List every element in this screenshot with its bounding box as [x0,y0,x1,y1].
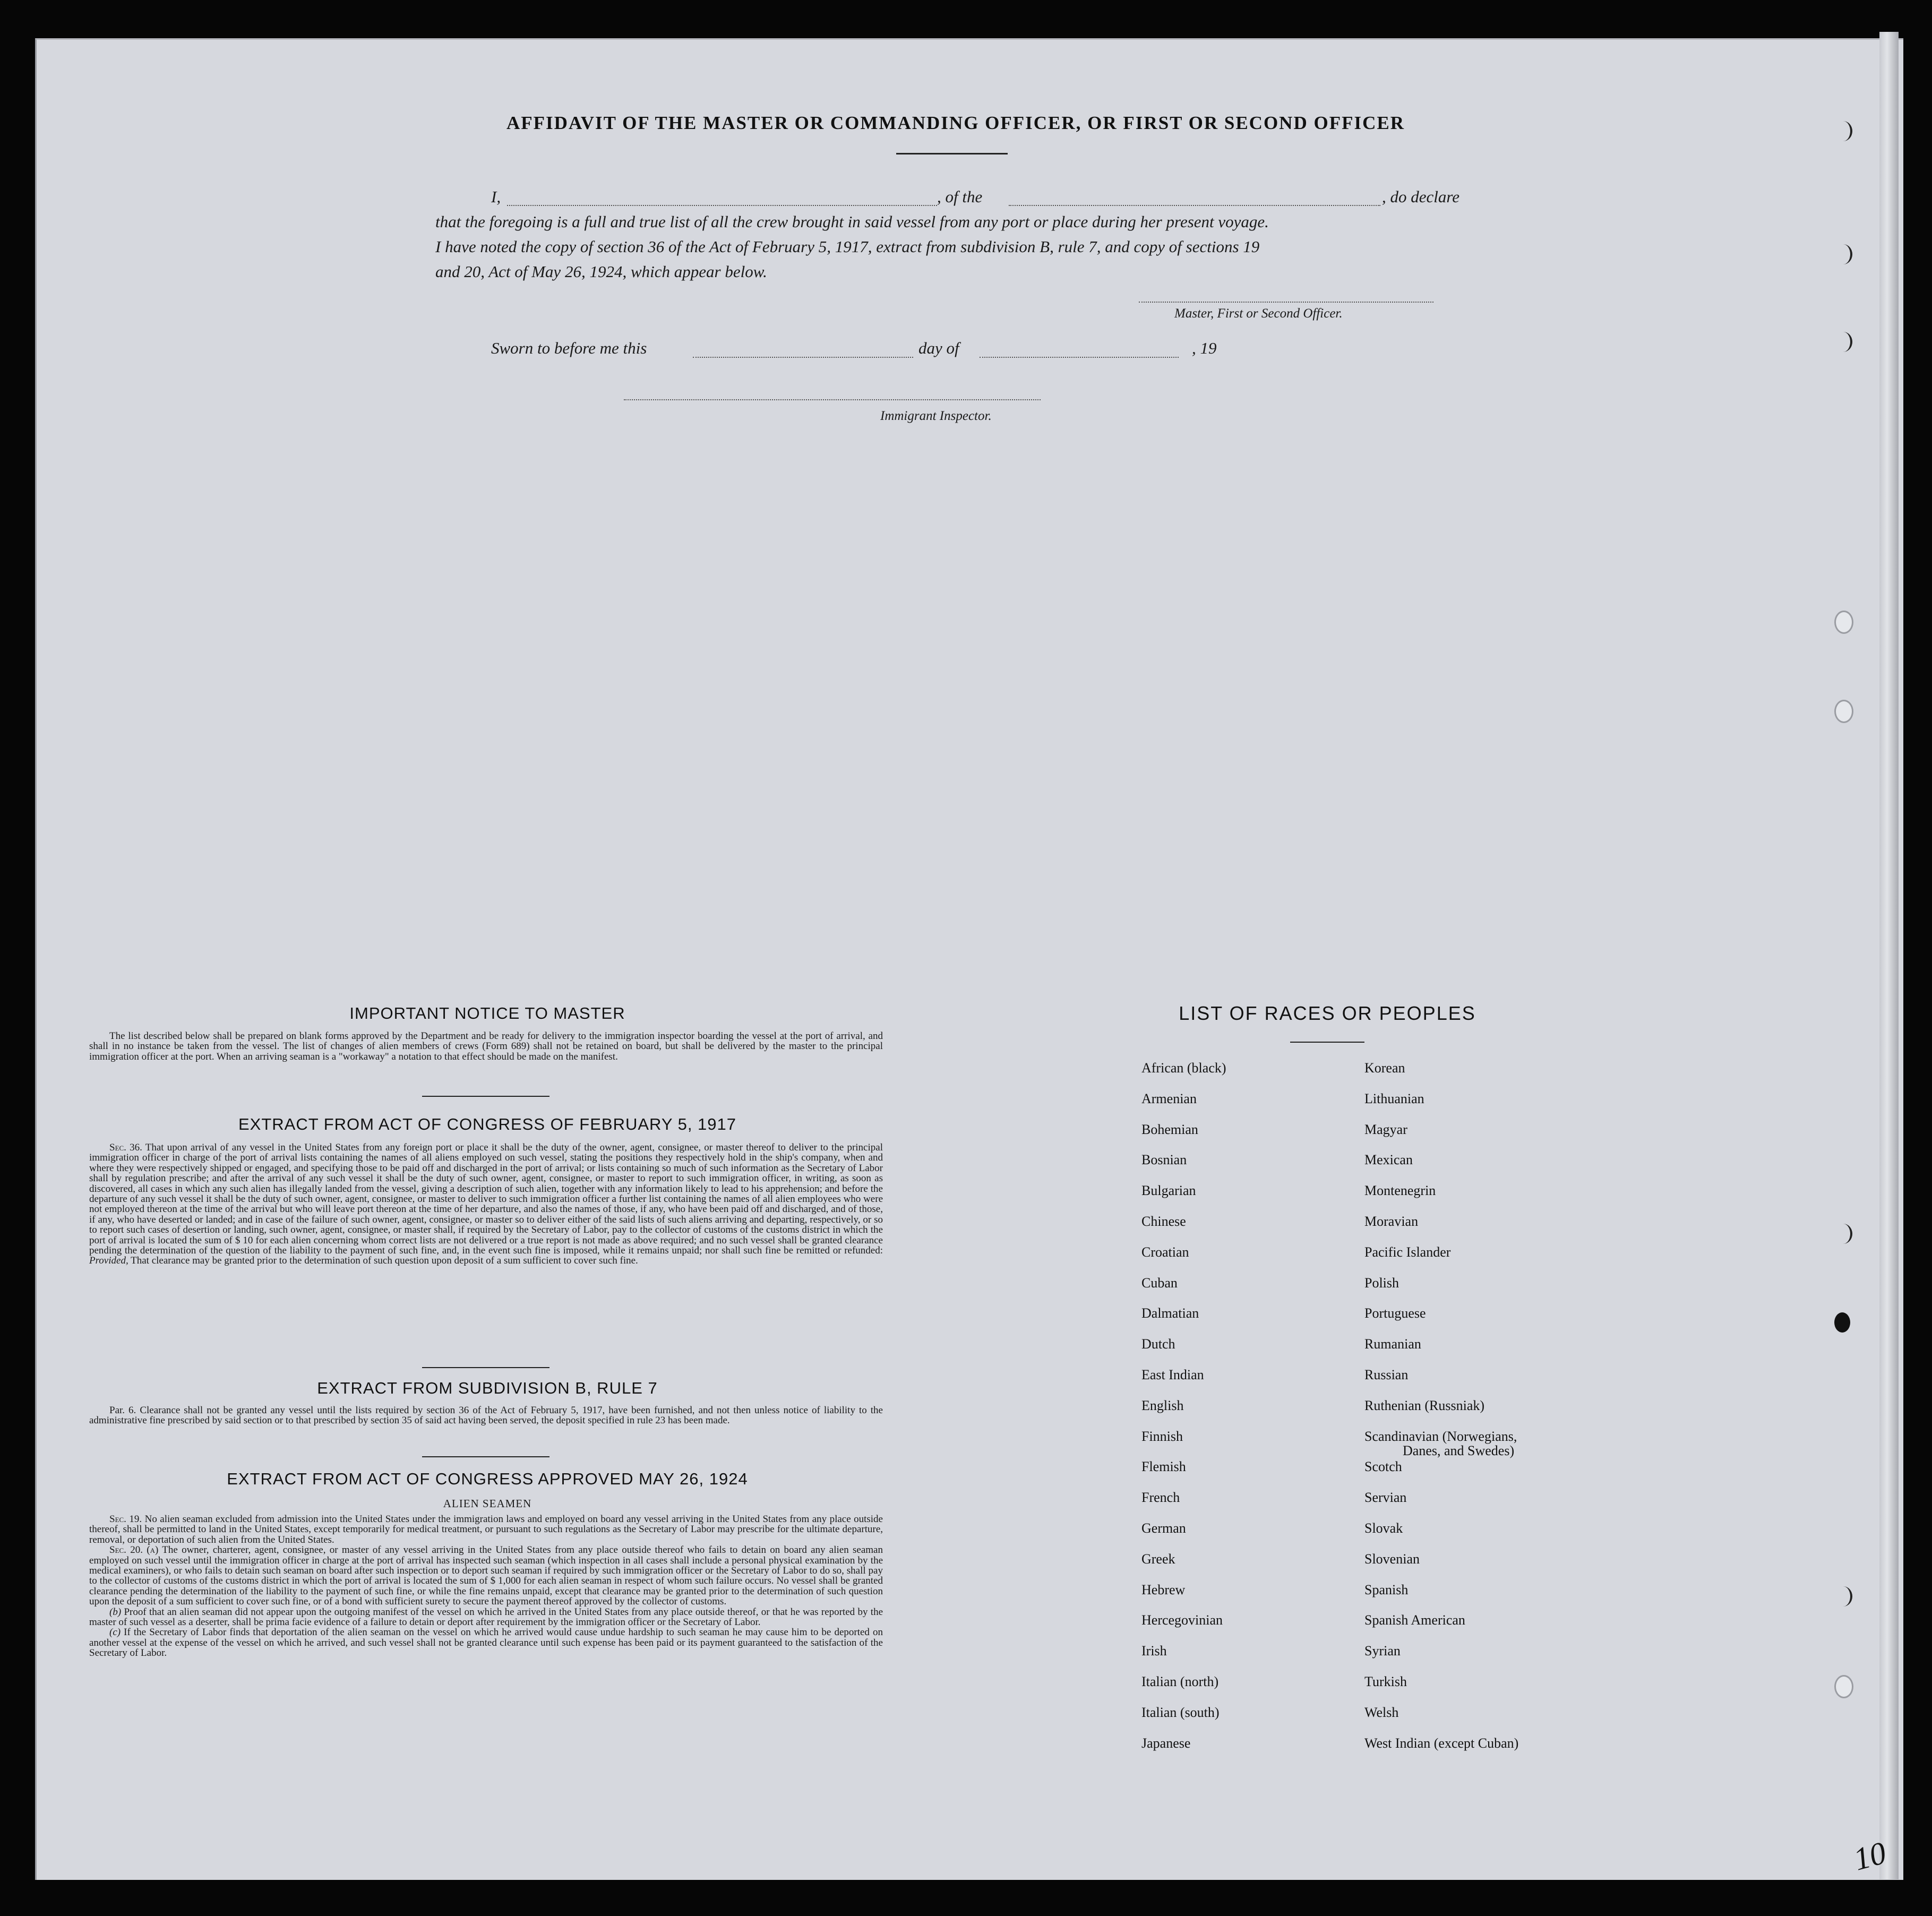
race-item: French [1141,1490,1180,1506]
race-item: Spanish [1364,1582,1409,1597]
extract-rule7-title: EXTRACT FROM SUBDIVISION B, RULE 7 [317,1379,658,1397]
race-item: African (black) [1141,1060,1226,1076]
race-item: Portuguese [1364,1305,1426,1321]
race-item: Slovenian [1364,1551,1420,1567]
rule7-text: Par. 6. Clearance shall not be granted any vessel until the lists required by section 36 of the Act of February 5, 1917, have been furnished, and not then unless notice of liability to the administrative fine prescribed by said section or to that prescribed by section 35 of said act having been served, the deposit specified in rule 23 has been made. [89,1405,883,1427]
notice-text: The list described below shall be prepared on blank forms approved by the Department and be ready for delivery to the immigration inspector boarding the vessel at the port of arrival, and shall in no instance be taken from the vessel. The list of changes of alien members of crews (Form 689) shall not be retained on board, but shall be delivered by the master to the principal immigration officer at the port. When an arriving seaman is a "workaway" a notation to that effect should be made on the manifest. [89,1030,883,1062]
race-item: Italian (south) [1141,1704,1220,1720]
race-item: Cuban [1141,1275,1178,1291]
race-item: Bohemian [1141,1121,1198,1137]
sec-20c-label: (c) [109,1627,121,1638]
race-item: Scotch [1364,1459,1402,1475]
name-blank[interactable] [507,205,937,206]
race-item: Magyar [1364,1121,1407,1137]
affidavit-line3: I have noted the copy of section 36 of the Act of February 5, 1917, extract from subdivision B, rule 7, and copy of sections 19 [435,237,1260,256]
day-blank[interactable] [693,357,913,358]
extract-1924-title: EXTRACT FROM ACT OF CONGRESS APPROVED MAY 26, 1924 [227,1470,748,1488]
binder-hole-icon [1834,121,1852,141]
sec-19-label: Sec. 19. [109,1514,142,1525]
margin-mark: 10 [1850,1835,1890,1877]
affidavit-line1-end: , do declare [1382,187,1460,206]
binder-hole-icon [1834,700,1853,723]
race-item: Russian [1364,1367,1409,1382]
extract-1917-body [89,1142,883,1266]
race-item: Italian (north) [1141,1674,1219,1689]
race-item: Ruthenian (Russniak) [1364,1397,1485,1413]
race-item: East Indian [1141,1367,1204,1382]
inspector-label: Immigrant Inspector. [880,409,992,423]
race-item: Mexican [1364,1152,1413,1168]
affidavit-line2: that the foregoing is a full and true list of all the crew brought in said vessel from any port or place during her present voyage. [435,212,1269,231]
sworn-start: Sworn to before me this [491,339,647,357]
race-item: Polish [1364,1275,1399,1291]
race-item: Bosnian [1141,1152,1187,1168]
sec-20c-text: If the Secretary of Labor finds that deportation of the alien seaman on the vessel on which he arrived would cause undue hardship to such seaman he may cause him to be deported on another vessel at the expense of the vessel on which he arrived, and such vessel shall not be granted clearance until such expense has been paid or its payment guaranteed to the satisfaction of the Secretary of Labor. [89,1627,883,1659]
race-item: Irish [1141,1643,1167,1659]
page-edge [1879,32,1899,1879]
race-item: Korean [1364,1060,1405,1076]
sworn-year: , 19 [1192,339,1217,357]
race-item: West Indian (except Cuban) [1364,1735,1519,1751]
race-item: Rumanian [1364,1336,1421,1352]
race-item: Lithuanian [1364,1090,1424,1106]
affidavit-line1-start: I, [491,187,501,206]
race-item: German [1141,1520,1186,1536]
sec-19-text: No alien seaman excluded from admission into the United States under the immigration laws and employed on board any vessel arriving in the United States from any place outside thereof, shall be permitted to land in the United States, except temporarily for medical treatment, or pursuant to such regulations as the Secretary of Labor may prescribe for the ultimate departure, removal, or deportation of such alien from the United States. [89,1514,883,1545]
races-title: LIST OF RACES OR PEOPLES [1179,1002,1476,1024]
binder-hole-icon [1834,611,1853,634]
race-item: Welsh [1364,1704,1399,1720]
race-item: Danes, and Swedes) [1403,1442,1515,1458]
race-item: Chinese [1141,1214,1186,1229]
extract-1917-title: EXTRACT FROM ACT OF CONGRESS OF FEBRUARY 5, 1917 [238,1115,737,1133]
sworn-day-of: day of [918,339,959,357]
race-item: Slovak [1364,1520,1403,1536]
race-item: Greek [1141,1551,1175,1567]
vessel-blank[interactable] [1009,205,1380,206]
race-item: Bulgarian [1141,1183,1196,1199]
binder-hole-icon [1834,1675,1853,1698]
proviso-label: Provided, [89,1255,128,1267]
sec-20a-text: The owner, charterer, agent, consignee, or master of any vessel arriving in the United States from any place outside thereof who fails to detain on board any alien seaman employed on such vessel until the immigration officer in charge at the port of arrival has inspected such seaman (which inspection in all cases shall include a personal physical examination by the medical examiners), or who fails to detain such seaman on board after such inspection or to deport such seaman if required by such immigration officer or the Secretary of Labor to do so, shall pay to the collector of customs of the customs district in which the port of arrival is located the sum of $ 1,000 for each alien seaman in respect of whom such failure occurs. No vessel shall be granted clearance pending the determination of the liability to the payment of such fine, or while the fine remains unpaid, except that clearance may be granted prior to the determination of such question upon the deposit of a sum sufficient to cover such fine, or of a bond with sufficient surety to secure the payment thereof approved by the collector of customs. [89,1544,883,1608]
race-item: Spanish American [1364,1612,1465,1628]
sec-20b-text: Proof that an alien seaman did not appear upon the outgoing manifest of the vessel on which he arrived in the United States from any place outside thereof, or that he was reported by the master of such vessel as a deserter, shall be prima facie evidence of a failure to detain or deport after requirement by the immigration officer or the Secretary of Labor. [89,1606,883,1628]
race-item: Croatian [1141,1244,1189,1260]
signature-label: Master, First or Second Officer. [1174,306,1343,321]
binder-hole-icon [1834,1586,1852,1606]
affidavit-line4: and 20, Act of May 26, 1924, which appear below. [435,262,767,281]
affidavit-title: AFFIDAVIT OF THE MASTER OR COMMANDING OFFICER, OR FIRST OR SECOND OFFICER [506,113,1405,133]
race-item: Hebrew [1141,1582,1186,1597]
proviso-text: That clearance may be granted prior to the determination of such question upon deposit of a sum sufficient to cover such fine. [131,1255,638,1267]
sec-36-label: Sec. 36. [109,1142,142,1153]
sec-20b-label: (b) [109,1606,122,1618]
extract-rule7-body [89,1405,883,1426]
binder-hole-icon [1834,332,1852,352]
race-item: Servian [1364,1490,1407,1506]
race-item: English [1141,1397,1184,1413]
binder-hole-icon [1834,1224,1852,1244]
race-item: Dutch [1141,1336,1175,1352]
binder-hole-icon [1834,244,1852,264]
race-item: Moravian [1364,1214,1419,1229]
race-item: Finnish [1141,1428,1183,1444]
sec-20-label: Sec. 20. (a) [109,1544,159,1556]
binder-hole-icon [1834,1312,1850,1333]
sec-36-text: That upon arrival of any vessel in the United States from any foreign port or place it shall be the duty of the owner, agent, consignee, or master thereof to deliver to the principal immigration officer in charge of the port of arrival lists containing the names of all aliens employed on such vessel, stating the positions they respectively hold in the ship's company, when and where they were respectively shipped or engaged, and specifying those to be paid off and discharged in the port of arrival; or lists containing so much of such information as the Secretary of Labor shall by regulation prescribe; and after the arrival of any such vessel it shall be the duty of such owner, agent, consignee, or master to report to such immigration officer, in writing, as soon as discovered, all cases in which any such alien has illegally landed from the vessel, giving a description of such alien, together with any information likely to lead to his apprehension; and before the departure of any such vessel it shall be the duty of such owner, agent, consignee, or master to deliver to such immigration officer a further list containing the names of all alien employees who were not employed thereon at the time of the arrival but who will leave port thereon at the time of her departure, and also the names of those, if any, who have been paid off and discharged, and of those, if any, who have deserted or landed; and in case of the failure of such owner, agent, consignee, or master so to deliver either of the said lists of such aliens arriving and departing, respectively, or so to report such cases of desertion or landing, such owner, agent, consignee, or master shall, if required by the Secretary of Labor, pay to the collector of customs of the customs district in which the port of arrival is located the sum of $ 10 for each alien concerning whom correct lists are not delivered or a true report is not made as above required; and no such vessel shall be granted clearance pending the determination of the question of the liability to the payment of such fine, and, in the event such fine is imposed, while it remains unpaid; nor shall such fine be remitted or refunded: [89,1142,883,1257]
race-item: Montenegrin [1364,1183,1436,1199]
extract-1924-body [89,1514,883,1659]
affidavit-line1-mid: , of the [937,187,983,206]
section-rule [422,1456,549,1457]
race-item: Armenian [1141,1090,1197,1106]
race-item: Turkish [1364,1674,1407,1689]
race-item: Pacific Islander [1364,1244,1451,1260]
notice-title: IMPORTANT NOTICE TO MASTER [349,1004,625,1023]
notice-body [89,1031,883,1062]
month-blank[interactable] [980,357,1179,358]
race-item: Japanese [1141,1735,1191,1751]
race-item: Hercegovinian [1141,1612,1223,1628]
inspector-blank[interactable] [624,399,1041,400]
section-rule [422,1367,549,1368]
race-item: Dalmatian [1141,1305,1199,1321]
race-item: Flemish [1141,1459,1186,1475]
signature-blank[interactable] [1139,302,1433,303]
title-rule [896,153,1008,154]
extract-1924-subtitle: ALIEN SEAMEN [443,1497,532,1510]
race-item: Syrian [1364,1643,1401,1659]
race-item: Scandinavian (Norwegians, [1364,1428,1517,1444]
section-rule [422,1096,549,1097]
races-rule [1290,1042,1364,1043]
